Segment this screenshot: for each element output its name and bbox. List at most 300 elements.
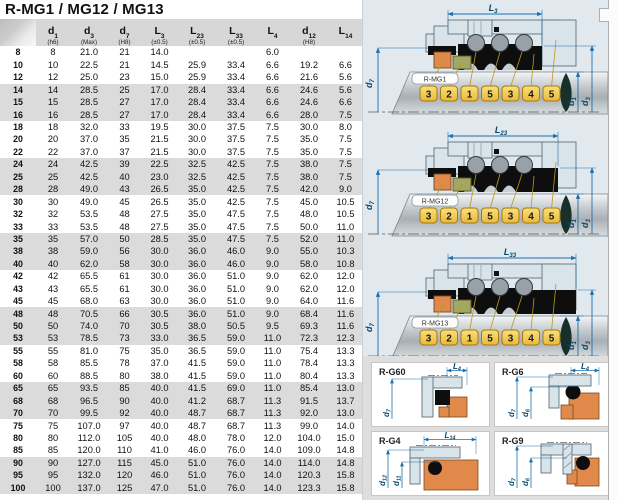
value-cell: 27 — [108, 108, 141, 120]
svg-text:L3: $L_3$ — [488, 3, 498, 15]
svg-text:R-MG1: R-MG1 — [423, 76, 447, 84]
value-cell — [216, 46, 256, 58]
value-cell: 38 — [36, 245, 70, 257]
value-cell: 26.5 — [150, 196, 169, 207]
value-cell: 69.0 — [216, 382, 256, 394]
value-cell: 47.5 — [226, 221, 246, 232]
value-cell: 6.6 — [266, 72, 279, 83]
value-cell: 18 — [47, 122, 59, 133]
value-cell: 80 — [119, 370, 130, 381]
value-cell: 30.0 — [299, 122, 319, 133]
value-cell: 11.0 — [263, 345, 282, 356]
value-cell: 37.5 — [226, 134, 246, 145]
table-row — [0, 146, 362, 158]
value-cell: 7.5 — [329, 171, 362, 183]
value-cell: 42.5 — [216, 171, 256, 183]
value-cell: 14.0 — [336, 420, 355, 431]
value-cell: 50 — [108, 233, 141, 245]
svg-text:d3: $d_3$ — [580, 97, 592, 106]
part-number-badge — [543, 208, 560, 223]
svg-text:4: 4 — [528, 89, 534, 101]
value-cell: 27.5 — [150, 209, 169, 220]
value-cell: 14.0 — [256, 469, 289, 481]
value-cell: 48 — [119, 209, 130, 220]
detail-panel-strip — [362, 356, 608, 500]
value-cell: 25 — [36, 171, 70, 183]
value-cell: 9.0 — [266, 296, 279, 307]
value-cell: 40.0 — [141, 394, 178, 406]
value-cell: 7.5 — [329, 108, 362, 120]
value-cell: 9.0 — [256, 245, 289, 257]
value-cell: 45 — [47, 296, 59, 307]
o-ring — [428, 461, 442, 475]
value-cell: 48.7 — [187, 420, 207, 431]
table-row — [0, 419, 362, 431]
table-row — [0, 444, 362, 456]
value-cell: 24 — [36, 158, 70, 170]
value-cell: 42 — [47, 271, 59, 282]
value-cell: 78.0 — [226, 432, 246, 443]
value-cell: 28.5 — [70, 108, 108, 120]
table-row — [0, 482, 362, 494]
value-cell: 76.0 — [216, 469, 256, 481]
value-cell: 99.0 — [299, 420, 319, 431]
value-cell: 40 — [108, 171, 141, 183]
value-cell: 28.0 — [289, 108, 329, 120]
value-cell: 42.5 — [216, 158, 256, 170]
diagram-panel — [362, 0, 608, 356]
part-number-badge — [502, 86, 519, 101]
seal-face — [434, 174, 451, 190]
size-cell: 60 — [13, 370, 23, 381]
detail-panel — [371, 362, 490, 427]
corner-cell — [0, 19, 36, 46]
value-cell: 35 — [119, 134, 130, 145]
value-cell: 14.8 — [336, 445, 355, 456]
value-cell: 45.0 — [299, 196, 319, 207]
table-row — [0, 345, 362, 357]
detail-panel — [371, 431, 490, 496]
value-cell: 24.6 — [289, 96, 329, 108]
part-number-badge — [461, 208, 478, 223]
seal-diagram — [364, 124, 608, 242]
svg-text:3: 3 — [425, 211, 432, 223]
size-cell: 28 — [0, 183, 36, 195]
drive-pin — [494, 27, 499, 32]
value-cell: 120.3 — [289, 469, 329, 481]
table-row — [0, 46, 362, 58]
part-number-badge — [461, 330, 478, 345]
value-cell: 21.6 — [299, 72, 319, 83]
value-cell: 15.0 — [336, 432, 355, 443]
value-cell: 49.0 — [70, 183, 108, 195]
value-cell: 35 — [36, 233, 70, 245]
value-cell: 38.0 — [289, 158, 329, 170]
value-cell: 45.0 — [141, 457, 178, 469]
value-cell: 95 — [36, 469, 70, 481]
value-cell: 36.0 — [178, 245, 216, 257]
value-cell: 6.6 — [266, 59, 279, 70]
value-cell: 37.0 — [150, 358, 169, 369]
value-cell: 53.5 — [79, 209, 99, 220]
table-row — [0, 220, 362, 232]
value-cell: 52.0 — [289, 233, 329, 245]
value-cell: 21.5 — [150, 134, 169, 145]
svg-text:d7: d7 — [382, 409, 393, 417]
value-cell: 7.5 — [266, 122, 279, 133]
svg-text:R-G9: R-G9 — [502, 436, 524, 446]
svg-text:2: 2 — [446, 211, 452, 223]
value-cell: 14.0 — [263, 445, 282, 456]
value-cell: 16 — [36, 108, 70, 120]
value-cell: 46.0 — [216, 245, 256, 257]
page-title: R-MG1 / MG12 / MG13 — [5, 1, 164, 18]
value-cell: 59.0 — [226, 345, 246, 356]
value-cell: 14.0 — [150, 47, 169, 58]
table-row — [0, 258, 362, 270]
value-cell: 23 — [119, 72, 130, 83]
svg-text:R-G4: R-G4 — [379, 436, 401, 446]
size-cell: 22 — [13, 146, 23, 157]
value-cell: 30.0 — [150, 283, 169, 294]
value-cell: 35.0 — [299, 146, 319, 157]
value-cell: 40.0 — [141, 382, 178, 394]
part-number-badge — [420, 208, 437, 223]
value-cell: 59.0 — [70, 245, 108, 257]
value-cell: 62.0 — [70, 258, 108, 270]
value-cell: 50.0 — [299, 221, 319, 232]
table-row — [0, 432, 362, 444]
svg-text:4: 4 — [528, 211, 534, 223]
value-cell: 25 — [108, 84, 141, 96]
value-cell: 6.6 — [256, 96, 289, 108]
value-cell: 36.0 — [178, 307, 216, 319]
size-cell: 100 — [0, 482, 36, 494]
part-number-badge — [543, 330, 560, 345]
value-cell: 65 — [36, 382, 70, 394]
dimension-table-wrap — [0, 19, 362, 494]
value-cell: 9.0 — [256, 258, 289, 270]
size-cell: 24 — [0, 158, 36, 170]
value-cell: 85.4 — [289, 382, 329, 394]
size-cell: 45 — [13, 296, 23, 307]
size-cell: 90 — [0, 457, 36, 469]
value-cell: 32 — [47, 209, 59, 220]
table-row — [0, 171, 362, 183]
value-cell: 35.0 — [150, 345, 169, 356]
value-cell: 40.0 — [141, 407, 178, 419]
value-cell: 35.0 — [178, 233, 216, 245]
table-row — [0, 233, 362, 245]
column-header: $L_3$ (±0.5) — [141, 19, 178, 46]
value-cell: 7.5 — [256, 183, 289, 195]
value-cell: 33 — [119, 122, 130, 133]
value-cell: 120 — [108, 469, 141, 481]
value-cell: 127.0 — [70, 457, 108, 469]
part-number-badge — [441, 208, 458, 223]
value-cell: 57.0 — [70, 233, 108, 245]
table-row — [0, 295, 362, 307]
elastomer — [561, 405, 573, 419]
value-cell: 65.5 — [79, 283, 99, 294]
value-cell: 37.5 — [226, 146, 246, 157]
value-cell: 40.0 — [150, 420, 169, 431]
value-cell: 78.5 — [70, 332, 108, 344]
value-cell: 15.0 — [150, 72, 169, 83]
value-cell: 58 — [47, 358, 59, 369]
part-number-badge — [482, 208, 499, 223]
value-cell: 43 — [47, 283, 59, 294]
value-cell: 12.0 — [336, 283, 355, 294]
value-cell: 41.5 — [187, 358, 207, 369]
table-row — [0, 59, 362, 71]
value-cell: 28.5 — [141, 233, 178, 245]
table-row — [0, 121, 362, 133]
part-number-badge — [441, 86, 458, 101]
value-cell: 37 — [119, 146, 130, 157]
svg-text:3: 3 — [425, 333, 432, 345]
detail-panel — [494, 362, 613, 427]
svg-text:d11: d11 — [392, 475, 403, 486]
value-cell: 7.5 — [256, 171, 289, 183]
value-cell: 36.0 — [187, 283, 207, 294]
value-cell: 48.0 — [187, 432, 207, 443]
value-cell: 11.3 — [263, 420, 282, 431]
value-cell: 37.5 — [226, 122, 246, 133]
value-cell: 6.6 — [256, 84, 289, 96]
value-cell: 10.3 — [329, 245, 362, 257]
value-cell: 28 — [36, 183, 70, 195]
svg-text:1: 1 — [466, 211, 473, 223]
value-cell: 35.0 — [178, 183, 216, 195]
value-cell: 132.0 — [70, 469, 108, 481]
value-cell: 30 — [47, 196, 59, 207]
value-cell: 51.0 — [226, 283, 246, 294]
value-cell: 48 — [119, 221, 130, 232]
value-cell: 25.9 — [187, 72, 207, 83]
value-cell: 50.5 — [216, 320, 256, 332]
value-cell: 68.4 — [289, 307, 329, 319]
column-header: $d_{12}$ (H8) — [289, 19, 329, 46]
value-cell: 47.5 — [216, 233, 256, 245]
value-cell: 91.5 — [289, 394, 329, 406]
value-cell: 30.5 — [141, 320, 178, 332]
value-cell: 75 — [119, 345, 130, 356]
value-cell: 76.0 — [216, 457, 256, 469]
part-number-badge — [523, 208, 540, 223]
value-cell: 61 — [119, 271, 130, 282]
value-cell: 28.5 — [70, 84, 108, 96]
value-cell: 78 — [119, 358, 130, 369]
size-cell: 53 — [0, 332, 36, 344]
value-cell: 39 — [108, 158, 141, 170]
value-cell: 61 — [119, 283, 130, 294]
value-cell: 38.0 — [150, 370, 169, 381]
value-cell: 120.0 — [77, 445, 101, 456]
svg-text:d12: d12 — [378, 474, 389, 486]
value-cell: 48.0 — [299, 209, 319, 220]
value-cell: 76.0 — [216, 482, 256, 494]
size-cell: 75 — [13, 420, 23, 431]
value-cell: 49.0 — [79, 196, 99, 207]
table-row — [0, 307, 362, 319]
value-cell: 69.3 — [289, 320, 329, 332]
value-cell: 8.0 — [339, 122, 352, 133]
detail-panel — [494, 431, 613, 496]
value-cell: 114.0 — [289, 457, 329, 469]
svg-text:5: 5 — [548, 333, 555, 345]
value-cell: 47.5 — [226, 209, 246, 220]
value-cell: 21 — [119, 47, 130, 58]
size-cell: 43 — [13, 283, 23, 294]
part-number-badge — [420, 86, 437, 101]
value-cell: 30.0 — [150, 296, 169, 307]
value-cell: 42.0 — [289, 183, 329, 195]
table-row — [0, 370, 362, 382]
value-cell: 70 — [36, 407, 70, 419]
page-edge — [608, 0, 617, 500]
value-cell — [329, 46, 362, 58]
value-cell: 6.0 — [266, 47, 279, 58]
page-edge-notch — [599, 8, 609, 22]
value-cell: 26.5 — [141, 183, 178, 195]
value-cell: 76.0 — [226, 445, 246, 456]
elastomer — [439, 407, 449, 417]
value-cell: 13.7 — [329, 394, 362, 406]
value-cell: 41.5 — [178, 382, 216, 394]
value-cell: 25.9 — [187, 59, 207, 70]
value-cell: 99.5 — [70, 407, 108, 419]
value-cell: 109.0 — [297, 445, 321, 456]
value-cell: 19.5 — [150, 122, 169, 133]
svg-text:1: 1 — [466, 333, 473, 345]
part-number-badge — [482, 86, 499, 101]
value-cell: 46.0 — [187, 445, 207, 456]
value-cell: 10.5 — [336, 209, 355, 220]
value-cell: 37.0 — [79, 146, 99, 157]
svg-text:5: 5 — [487, 211, 493, 223]
detail-diagram — [495, 432, 614, 497]
value-cell: 33.0 — [141, 332, 178, 344]
column-header: $L_4$ — [256, 19, 289, 46]
value-cell: 17.0 — [141, 96, 178, 108]
size-cell: 18 — [13, 122, 23, 133]
value-cell: 13.3 — [336, 370, 355, 381]
value-cell: 8 — [50, 47, 56, 58]
value-cell: 27 — [108, 96, 141, 108]
size-cell: 38 — [0, 245, 36, 257]
value-cell: 85.5 — [79, 358, 99, 369]
value-cell: 92.0 — [289, 407, 329, 419]
part-number-badge — [482, 330, 499, 345]
value-cell: 28.4 — [178, 84, 216, 96]
table-row — [0, 382, 362, 394]
value-cell: 12.3 — [329, 332, 362, 344]
value-cell: 5.6 — [339, 72, 352, 83]
seal-diagram — [364, 2, 608, 120]
value-cell: 48.7 — [178, 407, 216, 419]
value-cell: 40 — [36, 258, 70, 270]
value-cell: 9.0 — [266, 283, 279, 294]
svg-text:3: 3 — [425, 89, 432, 101]
value-cell: 53.5 — [79, 221, 99, 232]
svg-text:5: 5 — [548, 89, 555, 101]
size-cell: 25 — [0, 171, 36, 183]
value-cell: 33.4 — [216, 84, 256, 96]
value-cell: 14.8 — [329, 457, 362, 469]
part-number-badge — [523, 330, 540, 345]
value-cell: 42.5 — [226, 196, 246, 207]
svg-text:d1: $d_1$ — [566, 219, 578, 228]
value-cell: 33 — [47, 221, 59, 232]
svg-text:3: 3 — [507, 89, 514, 101]
value-cell: 7.5 — [266, 196, 279, 207]
value-cell: 56 — [108, 245, 141, 257]
value-cell: 12.0 — [263, 432, 282, 443]
value-cell: 22.5 — [141, 158, 178, 170]
size-cell: 70 — [0, 407, 36, 419]
size-cell: 8 — [15, 47, 21, 58]
value-cell: 68.0 — [79, 296, 99, 307]
value-cell: 85 — [108, 382, 141, 394]
svg-text:5: 5 — [487, 333, 493, 345]
value-cell: 7.5 — [266, 209, 279, 220]
value-cell: 90 — [36, 457, 70, 469]
dimension-table — [0, 19, 362, 494]
svg-text:R-MG13: R-MG13 — [421, 320, 449, 328]
seal-face — [434, 296, 451, 312]
column-header: $L_{23}$ (±0.5) — [178, 19, 216, 46]
value-cell: 125 — [108, 482, 141, 494]
part-number-badge — [502, 208, 519, 223]
value-cell: 75 — [47, 420, 59, 431]
value-cell: 23.0 — [141, 171, 178, 183]
svg-text:2: 2 — [446, 333, 452, 345]
value-cell: 9.5 — [256, 320, 289, 332]
value-cell: 28.4 — [178, 96, 216, 108]
svg-text:d1: $d_1$ — [566, 97, 578, 106]
value-cell: 97 — [119, 420, 130, 431]
value-cell: 62.0 — [299, 271, 319, 282]
value-cell — [178, 46, 216, 58]
value-cell: 59.0 — [216, 332, 256, 344]
value-cell: 30.0 — [141, 245, 178, 257]
value-cell: 38.0 — [289, 171, 329, 183]
svg-text:d7: $d_7$ — [364, 201, 376, 210]
value-cell: 58.0 — [289, 258, 329, 270]
table-row — [0, 183, 362, 195]
o-ring — [566, 385, 581, 400]
value-cell — [289, 46, 329, 58]
value-cell: 104.0 — [297, 432, 321, 443]
part-number-badge — [543, 86, 560, 101]
value-cell: 7.5 — [329, 158, 362, 170]
seal-face — [434, 52, 451, 68]
value-cell: 28.5 — [70, 96, 108, 108]
value-cell: 78.4 — [299, 358, 319, 369]
svg-text:d6: d6 — [521, 409, 532, 417]
size-cell: 48 — [0, 307, 36, 319]
column-header: $d_1$ (h6) — [36, 19, 70, 46]
value-cell: 30.0 — [141, 258, 178, 270]
detail-diagram — [495, 363, 614, 428]
svg-text:L33: $L_{33}$ — [503, 247, 517, 259]
seal-diagram — [364, 246, 608, 364]
size-cell: 20 — [13, 134, 23, 145]
value-cell: 47.0 — [141, 482, 178, 494]
value-cell: 25.0 — [79, 72, 99, 83]
value-cell: 7.5 — [339, 146, 352, 157]
